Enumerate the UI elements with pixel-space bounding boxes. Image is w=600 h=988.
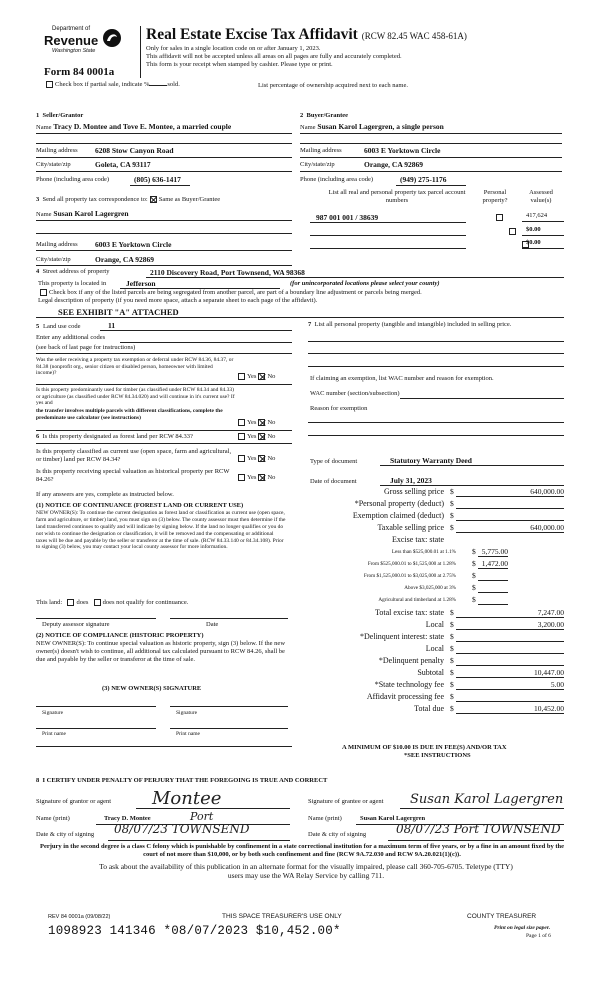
seller-blank-line xyxy=(36,143,292,144)
calc-dollar-sign: $ xyxy=(472,595,476,605)
personal-col-header: Personal property? xyxy=(482,189,508,204)
calc-row xyxy=(300,667,568,679)
calc-row xyxy=(300,558,568,570)
s6-q1: 6 Is this property designated as forest land per RCW 84.33? xyxy=(36,433,193,440)
calc-row-label: Less than $525,000.01 at 1.1% xyxy=(391,549,456,556)
dor-state-line: Washington State xyxy=(52,48,96,54)
seller-name[interactable]: Tracy D. Montee and Tove E. Montee, a married couple xyxy=(53,122,232,131)
assessed-value-1[interactable]: 417,624 xyxy=(526,212,548,219)
page-number: Page 1 of 6 xyxy=(526,933,551,939)
calc-underline xyxy=(456,689,564,690)
s6-q2-yes-checkbox[interactable] xyxy=(238,455,245,462)
reason-label: Reason for exemption xyxy=(310,405,368,412)
calc-dollar-sign: $ xyxy=(450,523,454,533)
s5-q1: Was the seller receiving a property tax exemption or deferral under RCW 84.36, 84.37, or 84.38 (nonprofit org., senior citizen or disabled person, homeowner with limited income)? xyxy=(36,357,234,377)
calc-row xyxy=(300,570,568,582)
calc-amount[interactable]: 1,472.00 xyxy=(481,559,508,569)
rev-number: REV 84 0001a (09/08/22) xyxy=(48,914,111,920)
partial-sale-row: Check box if partial sale, indicate % sold. xyxy=(44,81,180,89)
grantor-print-label: Name (print) xyxy=(36,815,70,822)
calc-row-label: Local xyxy=(425,619,444,629)
grantor-signature[interactable]: Montee xyxy=(152,788,222,809)
partial-sale-checkbox[interactable] xyxy=(46,81,53,88)
calc-row-label: Affidavit processing fee xyxy=(366,691,444,701)
s5-bottom-line xyxy=(36,430,292,431)
calc-row xyxy=(300,631,568,643)
see-back-note: (see back of last page for instructions) xyxy=(36,344,136,351)
section3-name-row: Name Susan Karol Lagergren xyxy=(36,209,129,218)
s6-q3-no-checkbox[interactable] xyxy=(258,474,265,481)
s6-q3: Is this property receiving special valuation as historical property per RCW 84.26? xyxy=(36,468,230,483)
calc-row-label: Agricultural and timberland at 1.28% xyxy=(378,597,456,604)
calc-dollar-sign: $ xyxy=(450,679,454,689)
s6-q3-answer: Yes No xyxy=(236,474,275,482)
calc-row xyxy=(300,643,568,655)
calc-dollar-sign: $ xyxy=(450,619,454,629)
buyer-name[interactable]: Susan Karol Lagergren, a single person xyxy=(317,122,444,131)
calc-underline xyxy=(456,665,564,666)
dor-dept-line: Department of xyxy=(52,26,91,32)
calc-row xyxy=(300,691,568,703)
calc-underline xyxy=(456,496,564,497)
assessed-col-header: Assessed value(s) xyxy=(529,189,553,204)
calc-underline xyxy=(456,520,564,521)
segregated-row: Check box if any of the listed parcels are being segregated from another parcel, are part of a boundary line adjustment or parcels being merged. xyxy=(38,289,422,297)
owner-print-label-1: Print name xyxy=(42,731,66,737)
header-note-3: This form is your receipt when stamped by cashier. Please type or print. xyxy=(146,61,333,68)
seller-city[interactable]: Goleta, CA 93117 xyxy=(95,160,151,169)
calc-amount[interactable]: 3,200.00 xyxy=(537,619,564,629)
s6-if-any: If any answers are yes, complete as instructed below. xyxy=(36,491,174,498)
grantor-sig-line xyxy=(136,808,290,809)
owner-sig-label-1: Signature xyxy=(42,710,64,716)
wac-label: WAC number (section/subsection) xyxy=(310,390,400,397)
calc-underline xyxy=(456,713,564,714)
calc-dollar-sign: $ xyxy=(450,631,454,641)
street-label-row: 4 Street address of property xyxy=(36,268,110,275)
s6-q2: Is this property classified as current use (open space, farm and agricultural, or timber) land per RCW 84.34? xyxy=(36,448,232,463)
doc-date-label: Date of document xyxy=(310,478,357,485)
perjury-notice: Perjury in the second degree is a class C felony which is punishable by confinement in a state correctional institution for a maximum term of five years, or by a fine in an amount fixed by the court of not more than $10,000, or by both such confinement and fine (RCW 9A.72.030 and RCW 9A.20.021(1)(c)). xyxy=(39,843,564,858)
s5-q1-answer: Yes No xyxy=(236,373,275,381)
buyer-city-line xyxy=(300,171,562,172)
header-note-2: This affidavit will not be accepted unless all areas on all pages are fully and accurately completed. xyxy=(146,53,402,60)
s3-line1 xyxy=(36,220,292,221)
seller-mailing[interactable]: 6208 Stow Canyon Road xyxy=(95,146,174,155)
calc-row xyxy=(300,582,568,594)
calc-amount[interactable]: 5.00 xyxy=(550,679,564,689)
s5-q2-answer: Yes No xyxy=(236,419,275,427)
calc-underline xyxy=(456,641,564,642)
notice1-body: NEW OWNER(S): To continue the current designation as forest land or classification as current use (open space, farm and agriculture, or timber) land, you must sign on (3) below. The county assessor must then determine if the land transferred continues to qualify and will indicate by signing below. If the land no longer qualifies or you do not wish to continue the designation or classification, it will be removed and the compensating or additional taxes will be due and payable by the seller or transferor at the time of sale. (RCW 84.33.140 or 84.34.108). Prior to signing (3) below, you may contact your local county assessor for more information. xyxy=(36,510,286,551)
notice2-title: (2) NOTICE OF COMPLIANCE (HISTORIC PROPERTY) xyxy=(36,632,204,639)
calc-row-label: From $525,000.01 to $1,525,000 at 1.28% xyxy=(367,561,456,568)
calc-row-label: Above $3,025,000 at 3% xyxy=(404,585,456,592)
personal-checkbox-2[interactable] xyxy=(509,228,516,235)
grantee-print-name[interactable]: Susan Karol Lagergren xyxy=(360,815,426,822)
grantor-date-label: Date & city of signing xyxy=(36,831,95,838)
new-owner-sig-title: (3) NEW OWNER(S) SIGNATURE xyxy=(102,685,202,692)
s5-divider xyxy=(36,384,292,385)
calc-row-label: Taxable selling price xyxy=(377,523,444,533)
calc-row xyxy=(300,703,568,715)
dor-revenue-word: Revenue xyxy=(44,33,99,48)
calc-row-label: Local xyxy=(425,643,444,653)
parcel-col-header: List all real and personal property tax parcel account numbers xyxy=(328,189,466,204)
legal-desc-label: Legal description of property (if you need more space, attach a separate sheet to each page of the affidavit). xyxy=(38,297,318,304)
seller-name-line xyxy=(36,133,292,134)
calc-underline xyxy=(478,580,508,581)
additional-line xyxy=(120,342,292,343)
doc-type-line xyxy=(380,465,564,466)
calc-underline xyxy=(456,508,564,509)
parcel-line-1 xyxy=(310,222,466,223)
county-treasurer: COUNTY TREASURER xyxy=(467,913,537,920)
calc-dollar-sign: $ xyxy=(472,547,476,557)
calc-row xyxy=(300,619,568,631)
seller-heading: 1 Seller/Grantor xyxy=(36,112,84,119)
buyer-phone[interactable]: (949) 275-1176 xyxy=(400,175,447,184)
buyer-city[interactable]: Orange, CA 92869 xyxy=(364,160,423,169)
property-county[interactable]: Jefferson xyxy=(126,279,156,288)
grantee-sig-line xyxy=(400,808,564,809)
s5-top-divider xyxy=(36,353,292,354)
buyer-heading: 2 Buyer/Grantee xyxy=(300,112,349,119)
certify-row: 8 I CERTIFY UNDER PENALTY OF PERJURY THAT THE FOREGOING IS TRUE AND CORRECT xyxy=(36,777,328,784)
dor-logo xyxy=(40,26,130,60)
calc-amount[interactable]: 10,447.00 xyxy=(534,667,564,677)
land-use-row: 5 Land use code xyxy=(36,323,81,330)
parcel-number-1[interactable]: 987 001 001 / 38639 xyxy=(316,213,379,222)
calc-row xyxy=(300,607,568,619)
parcel-line-2 xyxy=(310,235,466,236)
assessed-value-2[interactable]: $0.00 xyxy=(526,226,541,233)
owner-print-label-2: Print name xyxy=(176,731,200,737)
grantor-sig-label: Signature of grantor or agent xyxy=(36,798,112,805)
owner-sig-line-2 xyxy=(170,706,288,707)
grantee-date-line xyxy=(388,840,564,841)
section3-row: 3 Send all property tax correspondence to: Same as Buyer/Grantee xyxy=(36,196,221,203)
s6-line-a xyxy=(36,443,292,444)
ownership-note: List percentage of ownership acquired next to each name. xyxy=(258,82,408,89)
s5-q2-no-checkbox[interactable] xyxy=(258,419,265,426)
s3-mailing-label: Mailing address xyxy=(36,241,78,248)
calc-amount[interactable]: 640,000.00 xyxy=(530,487,564,496)
seller-city-line xyxy=(36,171,292,172)
correspondence-name[interactable]: Susan Karol Lagergren xyxy=(53,209,129,218)
grantor-date-line xyxy=(108,840,290,841)
deputy-date-line xyxy=(170,618,288,619)
s6-q2-no-checkbox[interactable] xyxy=(258,455,265,462)
s5-q2a: Is this property predominantly used for timber (as classified under RCW 84.34 and 84.33) or agriculture (as classified under RCW 84.34.020) and will continue in it's current use? If yes and xyxy=(36,387,235,407)
s6-q3-yes-checkbox[interactable] xyxy=(238,474,245,481)
deputy-label: Deputy assessor signature xyxy=(42,621,110,628)
form-number: Form 84 0001a xyxy=(44,66,115,78)
s8-top-line xyxy=(36,746,292,747)
calc-dollar-sign: $ xyxy=(450,667,454,677)
grantee-date-label: Date & city of signing xyxy=(308,831,367,838)
calc-underline xyxy=(478,568,508,569)
owner-sig-line-1 xyxy=(36,706,156,707)
county-note: (for unincorporated locations please select your county) xyxy=(290,280,440,287)
seller-mailing-line xyxy=(36,157,292,158)
this-land-row: This land: does does not qualify for continuance. xyxy=(36,599,189,606)
calc-underline xyxy=(456,677,564,678)
dor-swirl-icon xyxy=(102,28,122,48)
calc-amount[interactable]: 7,247.00 xyxy=(537,607,564,617)
calc-amount[interactable]: 10,452.00 xyxy=(534,703,564,713)
calc-row-label: *State technology fee xyxy=(374,679,444,689)
header-divider xyxy=(140,26,141,78)
calc-row xyxy=(300,522,568,534)
assessed-line-2 xyxy=(522,235,564,236)
owner-sig-label-2: Signature xyxy=(176,710,198,716)
seller-city-label: City/state/zip xyxy=(36,161,71,168)
form-title: Real Estate Excise Tax Affidavit (RCW 82.45 WAC 458-61A) xyxy=(146,26,467,43)
calc-underline xyxy=(456,532,564,533)
deputy-line xyxy=(36,618,156,619)
located-label: This property is located in xyxy=(38,280,107,287)
owner-print-line-2 xyxy=(170,728,288,729)
deputy-date-label: Date xyxy=(206,621,219,628)
doc-date[interactable]: July 31, 2023 xyxy=(390,476,432,485)
s5-q1-yes-checkbox[interactable] xyxy=(238,373,245,380)
grantor-print-hand: Port xyxy=(190,810,214,823)
calc-row xyxy=(300,534,568,546)
reason-line-2 xyxy=(308,435,564,436)
calc-underline xyxy=(456,653,564,654)
calc-dollar-sign: $ xyxy=(450,643,454,653)
parcel-line-3 xyxy=(310,248,466,249)
s3-line4 xyxy=(36,265,292,266)
calc-underline xyxy=(456,629,564,630)
s3-line2 xyxy=(36,233,292,234)
notice2-body: NEW OWNER(S): To continue special valuation as historic property, sign (3) below. If the new owner(s) doesn't wish to continue, all additional tax calculated pursuant to RCW 84.26, shall be due and payable by the seller or transferor at the time of sale. xyxy=(36,640,286,663)
s3-city[interactable]: Orange, CA 92869 xyxy=(95,255,154,264)
seller-phone[interactable]: (805) 636-1417 xyxy=(134,175,181,184)
buyer-blank-line xyxy=(300,143,562,144)
calc-dollar-sign: $ xyxy=(450,691,454,701)
calc-row xyxy=(300,594,568,606)
assessed-value-3[interactable]: $0.00 xyxy=(526,239,541,246)
calc-amount[interactable]: 5,775.00 xyxy=(481,547,508,557)
calc-amount[interactable]: 640,000.00 xyxy=(530,523,564,533)
buyer-phone-label: Phone (including area code) xyxy=(300,176,374,183)
see-instructions: *SEE INSTRUCTIONS xyxy=(404,752,471,759)
calc-row-label: From $1,525,000.01 to $3,025,000 at 2.75% xyxy=(363,573,456,580)
calc-row-label: Total excise tax: state xyxy=(375,607,444,617)
calc-dollar-sign: $ xyxy=(450,607,454,617)
exemption-label: If claiming an exemption, list WAC number and reason for exemption. xyxy=(310,375,494,382)
calc-row-label: Subtotal xyxy=(417,667,444,677)
seller-phone-line xyxy=(130,185,190,186)
calc-dollar-sign: $ xyxy=(450,499,454,509)
calc-dollar-sign: $ xyxy=(450,487,454,496)
grantee-signature[interactable]: Susan Karol Lagergren xyxy=(410,792,564,807)
s7-line-2 xyxy=(308,353,564,354)
buyer-name-line xyxy=(300,133,562,134)
calc-dollar-sign: $ xyxy=(450,511,454,521)
owner-print-line-1 xyxy=(36,728,156,729)
notice1-title: (1) NOTICE OF CONTINUANCE (FOREST LAND OR CURRENT USE) xyxy=(36,502,244,509)
personal-checkbox-1[interactable] xyxy=(496,214,503,221)
grantee-sig-label: Signature of grantee or agent xyxy=(308,798,384,805)
buyer-mailing-label: Mailing address xyxy=(300,147,342,154)
buyer-name-row: Name Susan Karol Lagergren, a single person xyxy=(300,122,444,131)
s6-q1-answer: Yes No xyxy=(236,433,275,441)
calc-row xyxy=(300,679,568,691)
treasurer-use: THIS SPACE TREASURER'S USE ONLY xyxy=(222,913,342,920)
s6-q2-answer: Yes No xyxy=(236,455,275,463)
calc-row-label: *Delinquent interest: state xyxy=(360,631,444,641)
minimum-note: A MINIMUM OF $10.00 IS DUE IN FEE(S) AND/OR TAX xyxy=(342,744,507,751)
calc-underline xyxy=(456,617,564,618)
s3-line3 xyxy=(36,250,292,251)
assessed-line-3 xyxy=(522,248,564,249)
s7-line-1 xyxy=(308,341,564,342)
calc-row xyxy=(300,510,568,522)
calc-row-label: Gross selling price xyxy=(384,487,444,496)
s6-q1-yes-checkbox[interactable] xyxy=(238,433,245,440)
calc-dollar-sign: $ xyxy=(450,655,454,665)
does-not-checkbox[interactable] xyxy=(94,599,101,606)
header-note-1: Only for sales in a single location code on or after January 1, 2023. xyxy=(146,45,321,52)
exhibit-a: SEE EXHIBIT "A" ATTACHED xyxy=(58,307,179,317)
receipt-stamp: 1098923 141346 *08/07/2023 $10,452.00* xyxy=(48,924,341,938)
seller-name-row: Name Tracy D. Montee and Tove E. Montee, a married couple xyxy=(36,122,232,131)
street-line xyxy=(146,277,564,278)
grantor-date-city[interactable]: 08/07/23 TOWNSEND xyxy=(114,822,250,836)
s5-q2-yes-checkbox[interactable] xyxy=(238,419,245,426)
calc-dollar-sign: $ xyxy=(450,703,454,713)
legal-line xyxy=(36,317,564,318)
calc-underline xyxy=(478,604,508,605)
s3-mailing[interactable]: 6003 E Yorktown Circle xyxy=(95,240,172,249)
calc-row xyxy=(300,498,568,510)
s5-q2b: the transfer involves multiple parcels with different classifications, complete the predominate use calculator (see instructions) xyxy=(36,408,223,421)
s6-q1-no-checkbox[interactable] xyxy=(258,433,265,440)
s7-line-3 xyxy=(308,366,564,367)
land-use-line xyxy=(100,330,292,331)
buyer-phone-line xyxy=(396,185,466,186)
seller-mailing-label: Mailing address xyxy=(36,147,78,154)
calc-underline xyxy=(478,592,508,593)
reason-line-1 xyxy=(308,422,564,423)
seller-phone-label: Phone (including area code) xyxy=(36,176,110,183)
calc-underline xyxy=(456,701,564,702)
calc-row xyxy=(300,546,568,558)
calc-dollar-sign: $ xyxy=(472,559,476,569)
buyer-mailing[interactable]: 6003 E Yorktown Circle xyxy=(364,146,441,155)
calc-row-label: Excise tax: state xyxy=(392,535,444,545)
calc-row xyxy=(300,486,568,498)
grantee-print-label: Name (print) xyxy=(308,815,342,822)
additional-codes-label: Enter any additional codes xyxy=(36,334,106,341)
calc-dollar-sign: $ xyxy=(472,583,476,593)
calc-row-label: Total due xyxy=(414,703,444,713)
buyer-mailing-line xyxy=(300,157,562,158)
s5-q1-no-checkbox[interactable] xyxy=(258,373,265,380)
calc-row-label: *Delinquent penalty xyxy=(378,655,444,665)
calc-row-label: *Personal property (deduct) xyxy=(354,499,444,509)
same-as-buyer-checkbox[interactable] xyxy=(150,196,157,203)
calc-underline xyxy=(478,556,508,557)
calc-row-label: Exemption claimed (deduct) xyxy=(352,511,444,521)
grantor-print-name[interactable]: Tracy D. Montee xyxy=(104,815,151,822)
grantee-date-city[interactable]: 08/07/23 Port TOWNSEND xyxy=(396,822,561,836)
calc-dollar-sign: $ xyxy=(472,571,476,581)
wac-line xyxy=(400,398,564,399)
alternate-format-notice: To ask about the availability of this publication in an alternate format for the visually impaired, please call 360-705-6705. Teletype (TTY) users may use the WA Relay Service by calling 711. xyxy=(99,862,513,880)
land-use-code[interactable]: 11 xyxy=(108,321,116,330)
does-checkbox[interactable] xyxy=(67,599,74,606)
calc-row xyxy=(300,655,568,667)
buyer-city-label: City/state/zip xyxy=(300,161,335,168)
s3-city-label: City/state/zip xyxy=(36,256,71,263)
assessed-line-1 xyxy=(522,221,564,222)
doc-type-label: Type of document xyxy=(310,458,358,465)
doc-type[interactable]: Statutory Warranty Deed xyxy=(390,456,472,465)
property-street[interactable]: 2110 Discovery Road, Port Townsend, WA 98368 xyxy=(150,268,305,277)
legal-paper-note: Print on legal size paper. xyxy=(494,925,551,931)
segregated-checkbox[interactable] xyxy=(40,289,47,296)
s7-text: 7 List all personal property (tangible and intangible) included in selling price. xyxy=(308,321,512,328)
